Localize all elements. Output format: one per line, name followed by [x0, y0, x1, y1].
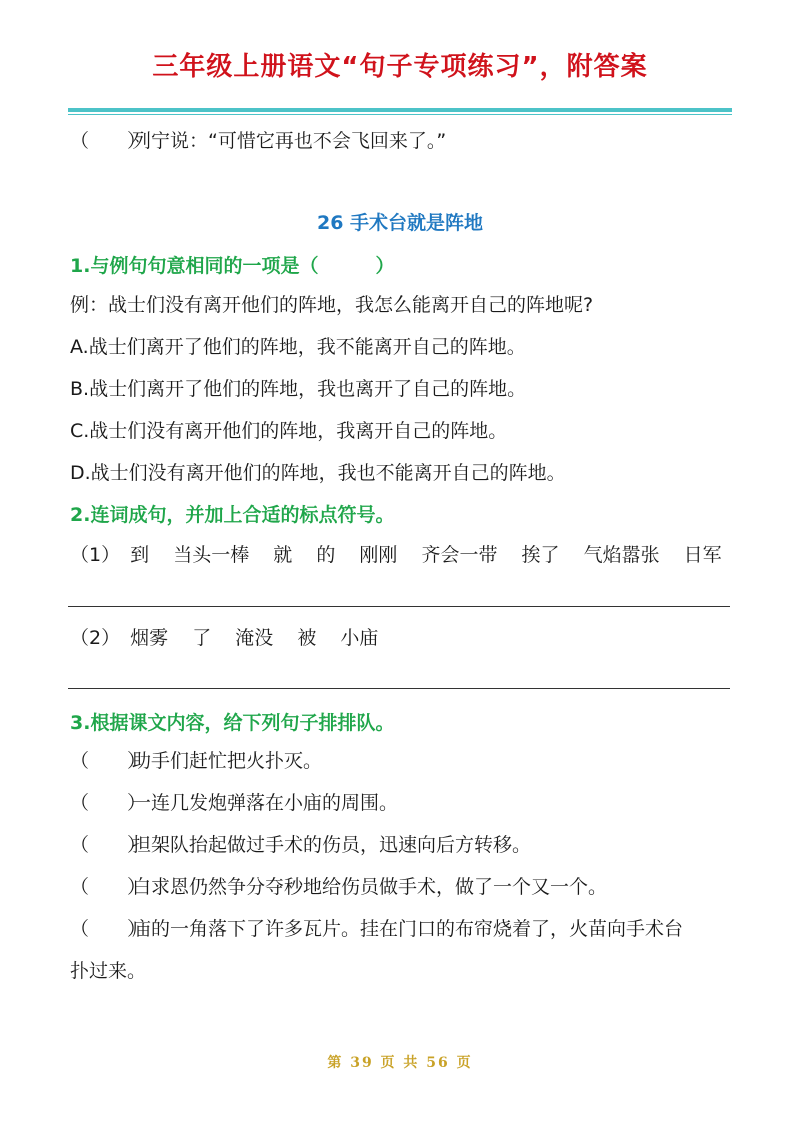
sequence-item-2 — [70, 790, 398, 816]
sequence-item-text: 助手们赶忙把火扑灭。 — [132, 750, 323, 772]
question-2-title: 2.连词成句，并加上合适的标点符号。 — [70, 504, 395, 526]
item-number: （1） — [70, 544, 121, 566]
sequence-item-4 — [70, 874, 607, 900]
word: 淹没 — [235, 627, 274, 649]
sequence-item-5-continuation: 扑过来。 — [70, 960, 147, 982]
option-c: C.战士们没有离开他们的阵地，我离开自己的阵地。 — [70, 420, 508, 442]
page-number: 第 39 页 共 56 页 — [327, 1055, 473, 1071]
section-title: 26 手术台就是阵地 — [316, 212, 484, 234]
sequence-item-5 — [70, 916, 683, 942]
sequence-item-text: 庙的一角落下了许多瓦片。挂在门口的布帘烧着了，火苗向手术台 — [132, 918, 684, 940]
word: 气焰嚣张 — [583, 544, 660, 566]
answer-paren: （ ） — [70, 750, 147, 772]
top-item — [70, 128, 446, 154]
word: 当头一棒 — [173, 544, 250, 566]
top-item-text: 列宁说：“可惜它再也不会飞回来了。” — [132, 130, 447, 152]
word: 烟雾 — [130, 627, 169, 649]
sequence-item-text: 白求恩仍然争分夺秒地给伤员做手术，做了一个又一个。 — [132, 876, 608, 898]
question-1-title: 1.与例句句意相同的一项是（ ） — [70, 255, 395, 277]
option-d: D.战士们没有离开他们的阵地，我也不能离开自己的阵地。 — [70, 462, 566, 484]
word: 到 — [130, 544, 150, 566]
answer-line-2[interactable] — [68, 688, 730, 689]
question-3-title: 3.根据课文内容，给下列句子排排队。 — [70, 712, 395, 734]
sequence-item-text: 担架队抬起做过手术的伤员，迅速向后方转移。 — [132, 834, 532, 856]
word-group-2 — [70, 625, 396, 651]
word: 被 — [297, 627, 317, 649]
item-number: （2） — [70, 627, 121, 649]
word: 日军 — [683, 544, 722, 566]
word: 了 — [192, 627, 212, 649]
word-group-1 — [70, 542, 740, 568]
word: 挨了 — [521, 544, 560, 566]
answer-line-1[interactable] — [68, 606, 730, 607]
answer-paren: （ ） — [70, 918, 147, 940]
word: 就 — [273, 544, 293, 566]
option-b: B.战士们离开了他们的阵地，我也离开了自己的阵地。 — [70, 378, 527, 400]
word: 齐会一带 — [421, 544, 498, 566]
answer-paren: （ ） — [70, 130, 147, 152]
question-1-example: 例：战士们没有离开他们的阵地，我怎么能离开自己的阵地呢? — [70, 294, 594, 316]
header-rule-thin — [68, 114, 732, 115]
document-title: 三年级上册语文“句子专项练习”，附答案 — [152, 52, 648, 82]
sequence-item-3 — [70, 832, 531, 858]
word: 小庙 — [340, 627, 379, 649]
answer-paren: （ ） — [70, 834, 147, 856]
word: 刚刚 — [359, 544, 398, 566]
option-a: A.战士们离开了他们的阵地，我不能离开自己的阵地。 — [70, 336, 526, 358]
sequence-item-text: 一连几发炮弹落在小庙的周围。 — [132, 792, 399, 814]
header-rule — [68, 108, 732, 112]
word: 的 — [316, 544, 336, 566]
answer-paren: （ ） — [70, 792, 147, 814]
answer-paren: （ ） — [70, 876, 147, 898]
sequence-item-1 — [70, 748, 322, 774]
